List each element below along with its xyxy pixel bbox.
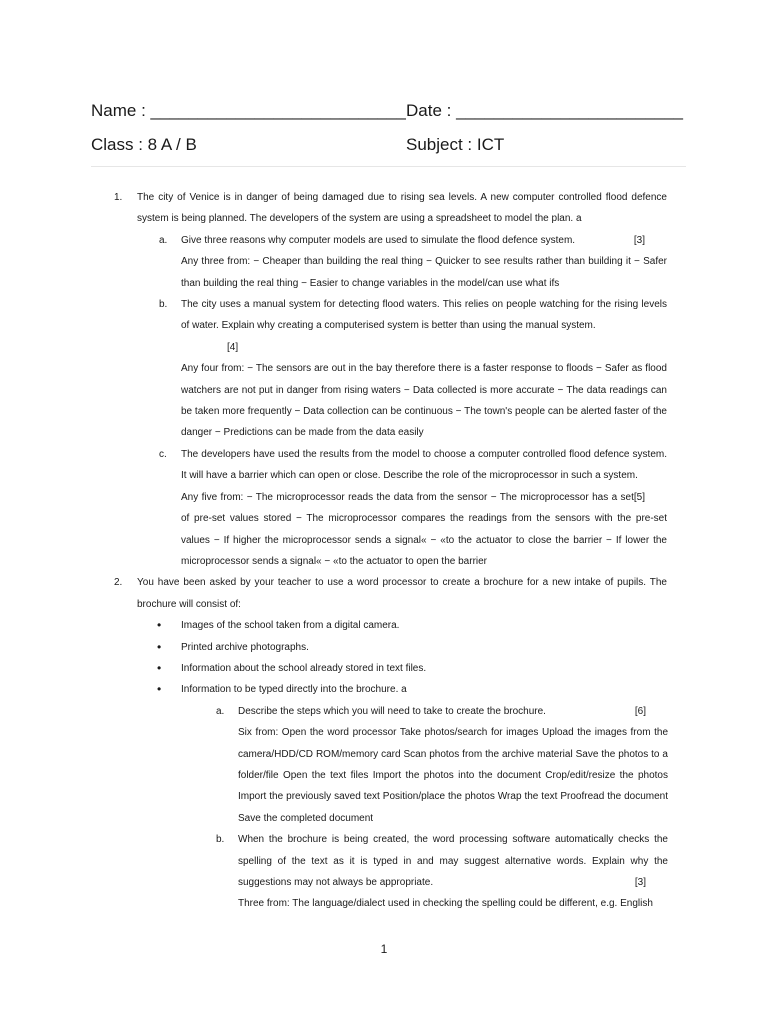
answer-text: Three from: The language/dialect used in checking the spelling could be different, e.g. English: [238, 898, 653, 910]
sub-question-letter: a.: [159, 234, 168, 246]
question-1b: [0, 294, 768, 444]
marks-label: [5]: [633, 491, 645, 503]
marks-label: [3]: [633, 234, 645, 246]
bullet-icon: •: [157, 660, 162, 675]
bullet-icon: •: [157, 618, 162, 633]
bullet-item: [0, 615, 768, 636]
sub-question-letter: c.: [159, 448, 167, 460]
bullet-item: [0, 658, 768, 679]
question-1a: [0, 230, 768, 294]
sub-question-letter: b.: [216, 834, 225, 846]
worksheet-body: [0, 187, 768, 915]
bullet-text: Information about the school already stored in text files.: [181, 662, 427, 674]
answer-text: Any four from: − The sensors are out in the bay therefore there is a faster response to floods − Safer as flood watchers are not put in danger from rising waters − Data collected is more accurate − The data readings can be taken more frequently − Data collection can be continuous − The town's people can be alerted faster of the danger − Predictions can be made from the data easily: [181, 363, 667, 439]
answer-text: Any five from: − The microprocessor reads the data from the sensor − The microprocessor has a set of pre-set values stored − The microprocessor compares the readings from the sensors with the pre-set values − If higher the microprocessor sends a signal« − «to the actuator to close the barrier − If lower the microprocessor sends a signal« − «to the actuator to open the barrier: [181, 491, 667, 567]
question-1: [0, 187, 768, 230]
name-field: Name : ___________________________: [91, 101, 406, 120]
bullet-text: Images of the school taken from a digital camera.: [181, 620, 400, 632]
sub-question-letter: a.: [216, 705, 225, 717]
question-text: The city of Venice is in danger of being damaged due to rising sea levels. A new computer controlled flood defence system is being planned. The developers of the system are using a spreadsheet to model the plan. a: [137, 192, 667, 225]
date-field: Date : ________________________: [406, 101, 683, 120]
question-number: 1.: [114, 192, 123, 203]
question-text: You have been asked by your teacher to use a word processor to create a brochure for a new intake of pupils. The brochure will consist of:: [137, 577, 667, 610]
bullet-text: Information to be typed directly into the brochure. a: [181, 684, 407, 696]
answer-text: Six from: Open the word processor Take photos/search for images Upload the images from the camera/HDD/CD ROM/memory card Scan photos from the archive material Save the photos to a folder/file Open the text files Import the photos into the document Crop/edit/resize the photos Import the previously saved text Position/place the photos Wrap the text Proofread the document Save the completed document: [238, 727, 668, 824]
sub-question-letter: b.: [159, 299, 168, 311]
sub-question-text: The city uses a manual system for detecting flood waters. This relies on people watching for the rising levels of water. Explain why creating a computerised system is better than using the manual system.: [181, 299, 667, 332]
marks-label: [4]: [227, 341, 239, 353]
question-2a: [0, 701, 768, 829]
class-field: Class : 8 A / B: [91, 135, 197, 154]
sub-question-text: The developers have used the results from the model to choose a computer controlled flood defence system. It will have a barrier which can open or close. Describe the role of the microprocessor in such a system. [5]: [181, 444, 667, 487]
answer-text: Any three from: − Cheaper than building the real thing − Quicker to see results rather than building it − Safer than building the real thing − Easier to change variables in the model/can use what ifs: [181, 256, 667, 289]
bullet-text: Printed archive photographs.: [181, 641, 309, 653]
sub-question-text: Give three reasons why computer models are used to simulate the flood defence system. [3]: [181, 230, 667, 251]
document-header: [91, 100, 686, 167]
question-2b: [0, 829, 768, 915]
bullet-icon: •: [157, 639, 162, 654]
sub-question-text: When the brochure is being created, the word processing software automatically checks the spelling of the text as it is typed in and may suggest alternative words. Explain why the suggestions may not always be appropriate. [3]: [238, 829, 668, 893]
question-1c: [0, 444, 768, 572]
bullet-icon: •: [157, 682, 162, 697]
marks-label: [6]: [634, 705, 646, 717]
question-2: [0, 572, 768, 615]
marks-label: [3]: [634, 877, 646, 888]
page-number: 1: [380, 942, 388, 956]
question-number: 2.: [114, 577, 123, 589]
bullet-item: [0, 679, 768, 700]
sub-question-text: Describe the steps which you will need to take to create the brochure. [6]: [238, 701, 668, 722]
bullet-item: [0, 637, 768, 658]
subject-field: Subject : ICT: [406, 135, 505, 154]
